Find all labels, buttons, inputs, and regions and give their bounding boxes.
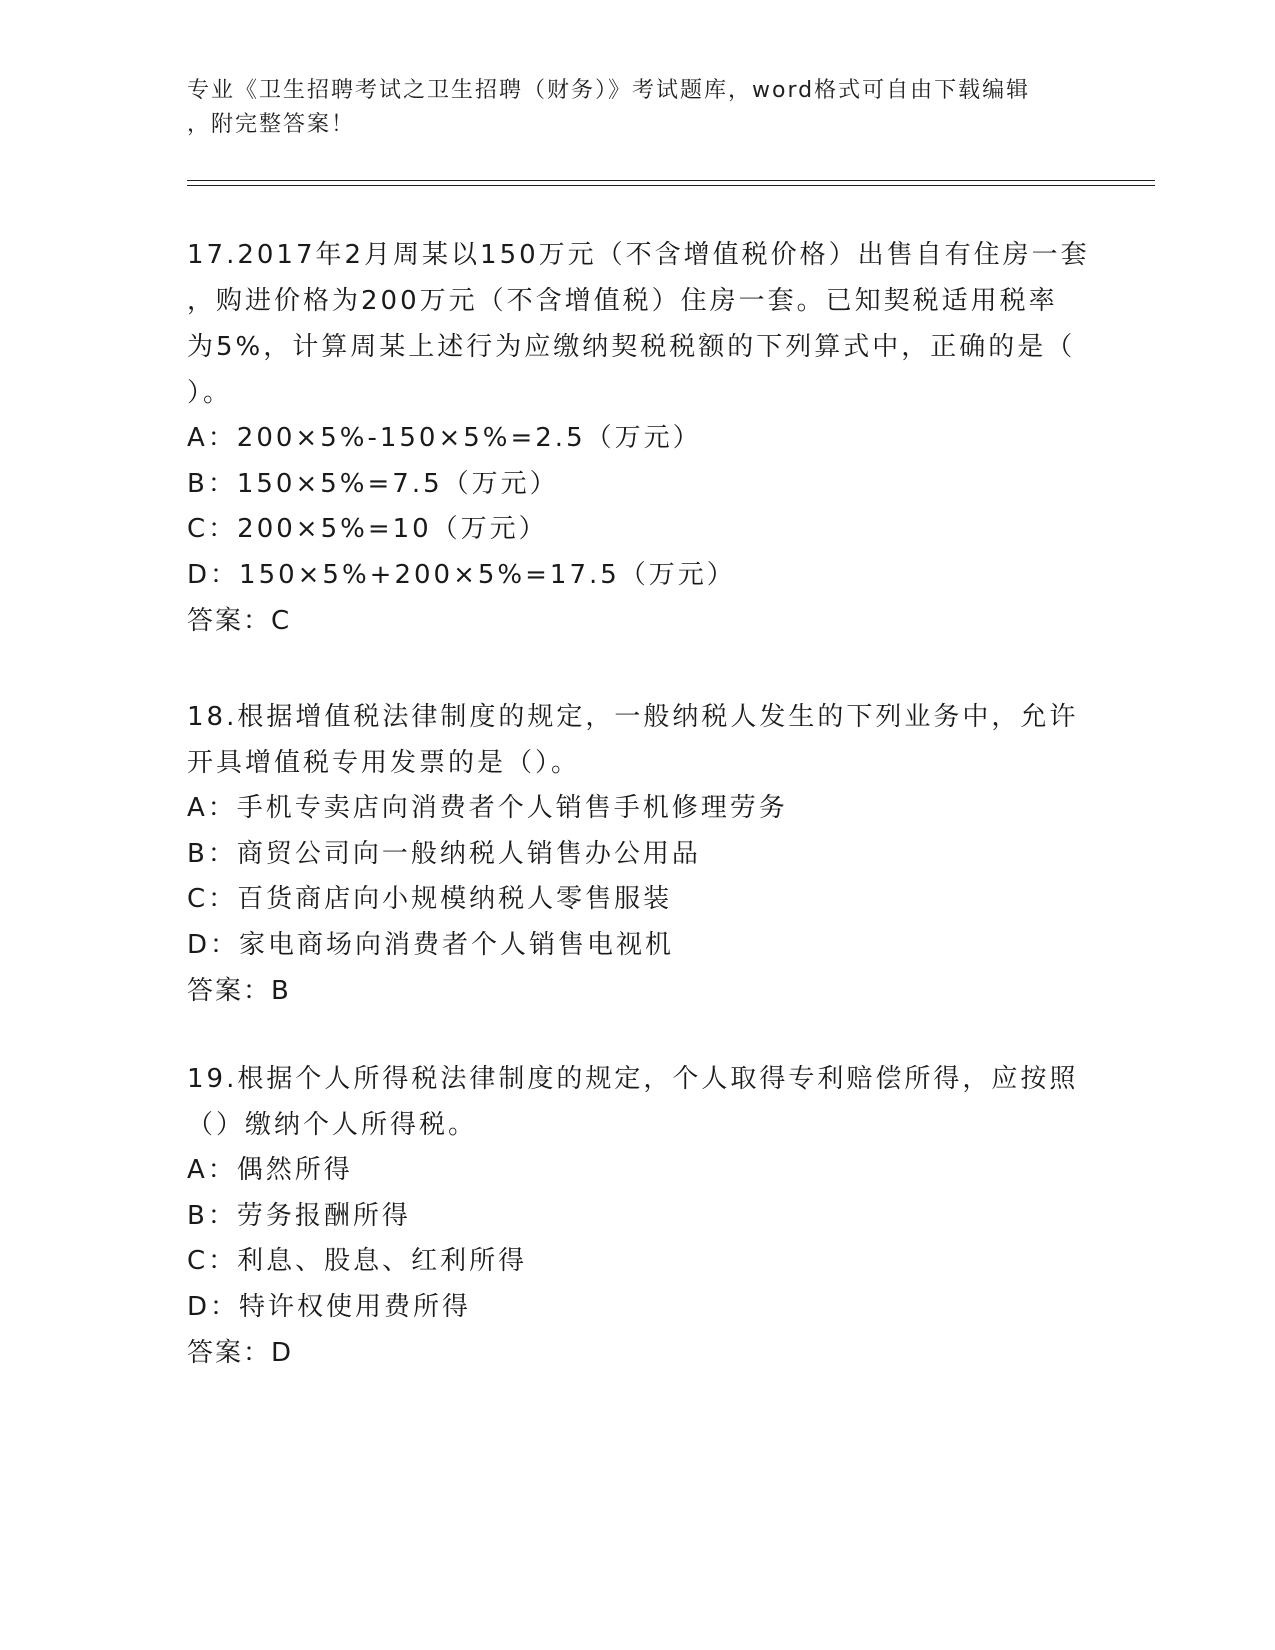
header-divider-top [187,180,1155,181]
question-text-line: 18.根据增值税法律制度的规定，一般纳税人发生的下列业务中，允许 [187,702,1079,732]
header-line: 专业《卫生招聘考试之卫生招聘（财务）》考试题库，word格式可自由下载编辑 [187,78,1031,103]
question-text-line: 19.根据个人所得税法律制度的规定，个人取得专利赔偿所得，应按照 [187,1064,1079,1094]
answer: 答案：C [187,606,292,636]
question-text-line: ）。 [187,378,233,408]
question-19 [187,1056,1087,1376]
option-d: D：家电商场向消费者个人销售电视机 [187,929,675,960]
header-divider-bottom [187,185,1155,186]
question-18 [187,694,1087,1014]
option-d: D：特许权使用费所得 [187,1291,472,1322]
answer: 答案：D [187,1338,294,1368]
question-text-line: 开具增值税专用发票的是（）。 [187,748,581,778]
option-c: C：200×5%=10（万元） [187,514,548,544]
option-b: B：劳务报酬所得 [187,1200,411,1231]
header-line: ，附完整答案！ [187,112,356,137]
option-a: A：手机专卖店向消费者个人销售手机修理劳务 [187,793,788,823]
question-text-line: ，购进价格为200万元（不含增值税）住房一套。已知契税适用税率 [187,286,1058,316]
question-text-line: 为5%，计算周某上述行为应缴纳契税税额的下列算式中，正确的是（ [187,332,1076,362]
option-b: B：商贸公司向一般纳税人销售办公用品 [187,838,701,869]
option-b: B：150×5%=7.5（万元） [187,468,559,499]
document-header [187,74,1087,142]
option-a: A：偶然所得 [187,1155,353,1185]
option-d: D：150×5%+200×5%=17.5（万元） [187,559,736,590]
option-c: C：百货商店向小规模纳税人零售服装 [187,884,673,914]
question-text-line: （）缴纳个人所得税。 [187,1110,478,1140]
answer: 答案：B [187,976,291,1006]
question-text-line: 17.2017年2月周某以150万元（不含增值税价格）出售自有住房一套 [187,240,1090,270]
option-c: C：利息、股息、红利所得 [187,1246,528,1276]
option-a: A：200×5%-150×5%=2.5（万元） [187,423,702,453]
question-17 [187,232,1090,644]
